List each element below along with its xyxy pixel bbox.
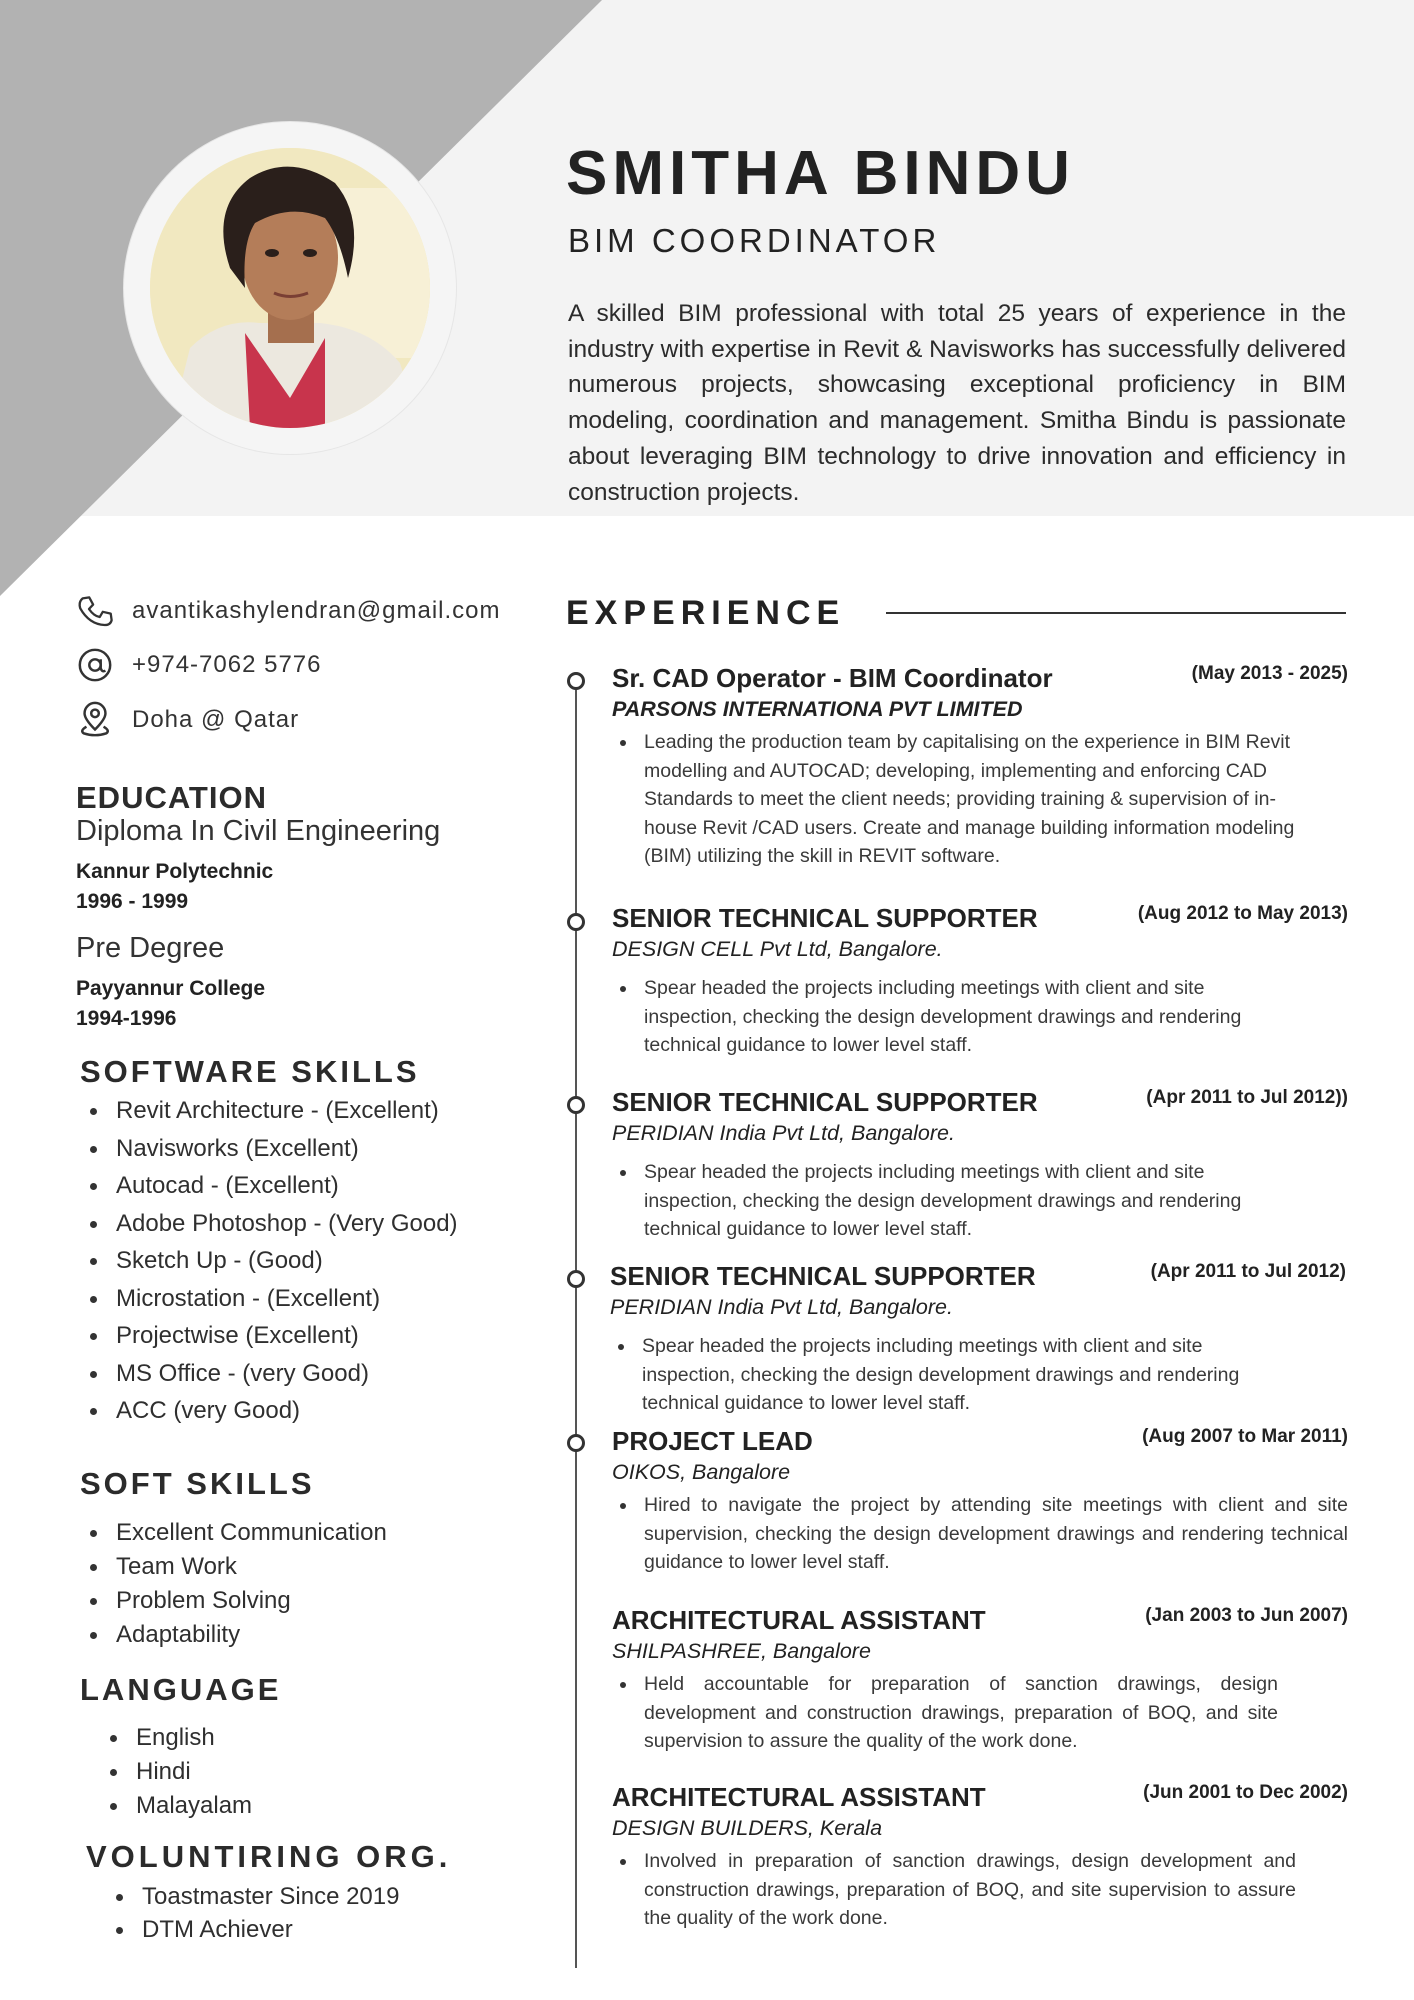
list-item: Navisworks (Excellent) [80, 1130, 458, 1168]
volunteering-heading: VOLUNTIRING ORG. [86, 1839, 452, 1874]
timeline-dot [567, 672, 585, 690]
education-degree: Pre Degree [76, 932, 225, 964]
job-company: DESIGN BUILDERS, Kerala [612, 1816, 883, 1840]
list-item: Revit Architecture - (Excellent) [80, 1092, 458, 1130]
job-company: PARSONS INTERNATIONA PVT LIMITED [612, 697, 1023, 721]
job-title: SENIOR TECHNICAL SUPPORTER [612, 1087, 1038, 1117]
job-description: Hired to navigate the project by attending site meetings with client and site supervision, checking the design development drawings and rendering technical guidance to lower level staff. [612, 1491, 1348, 1577]
job-description: Spear headed the projects including meetings with client and site inspection, checking the design development drawings and rendering technical guidance to lower level staff. [612, 1158, 1348, 1244]
job-title: Sr. CAD Operator - BIM Coordinator [612, 663, 1053, 693]
list-item: Sketch Up - (Good) [80, 1242, 458, 1280]
job-company: OIKOS, Bangalore [612, 1460, 791, 1484]
experience-entry [612, 903, 1348, 1060]
education-heading: EDUCATION [76, 780, 267, 815]
timeline-dot [567, 1434, 585, 1452]
software-skills-heading: SOFTWARE SKILLS [80, 1054, 420, 1089]
list-item: Adaptability [80, 1618, 387, 1652]
candidate-name: SMITHA BINDU [566, 139, 1075, 208]
phone-text[interactable]: +974-7062 5776 [132, 651, 322, 678]
experience-entry [612, 1087, 1348, 1244]
list-item: Microstation - (Excellent) [80, 1280, 458, 1318]
timeline-dot [567, 1096, 585, 1114]
experience-divider [886, 612, 1346, 614]
list-item: ACC (very Good) [80, 1392, 458, 1430]
language-list [100, 1721, 252, 1823]
job-title: SENIOR TECHNICAL SUPPORTER [610, 1261, 1036, 1291]
timeline-dot [567, 913, 585, 931]
job-company: PERIDIAN India Pvt Ltd, Bangalore. [610, 1295, 953, 1319]
contact-location-row [76, 700, 299, 740]
job-description: Leading the production team by capitalising on the experience in BIM Revit modelling and AUTOCAD; developing, implementing and enforcing CAD Standards to meet the client needs; providing training & supervision of in-house Revit /CAD users. Create and manage building information modeling (BIM) utilizing the skill in REVIT software. [612, 728, 1348, 871]
education-school: Kannur Polytechnic [76, 860, 274, 883]
job-title: ARCHITECTURAL ASSISTANT [612, 1782, 986, 1812]
job-dates: (Apr 2011 to Jul 2012) [1150, 1261, 1346, 1282]
education-years: 1994-1996 [76, 1007, 177, 1030]
contact-phone-row [76, 645, 322, 685]
job-description: Involved in preparation of sanction drawings, design development and construction drawings, preparation of BOQ, and site supervision to assure the quality of the work done. [612, 1847, 1348, 1933]
software-skills-list [80, 1092, 458, 1430]
experience-timeline [575, 684, 577, 1968]
list-item: Excellent Communication [80, 1516, 387, 1550]
job-dates: (Apr 2011 to Jul 2012)) [1146, 1087, 1348, 1108]
job-dates: (Jun 2001 to Dec 2002) [1143, 1782, 1348, 1803]
volunteering-list [106, 1880, 399, 1946]
education-school: Payyannur College [76, 977, 266, 1000]
language-heading: LANGUAGE [80, 1672, 282, 1707]
job-title: PROJECT LEAD [612, 1426, 813, 1456]
list-item: English [100, 1721, 252, 1755]
job-dates: (Jan 2003 to Jun 2007) [1145, 1605, 1348, 1626]
soft-skills-heading: SOFT SKILLS [80, 1466, 315, 1501]
job-description: Spear headed the projects including meetings with client and site inspection, checking the design development drawings and rendering technical guidance to lower level staff. [612, 974, 1348, 1060]
location-pin-icon [76, 701, 114, 739]
timeline-dot [567, 1270, 585, 1288]
phone-icon [76, 592, 114, 630]
job-title: ARCHITECTURAL ASSISTANT [612, 1605, 986, 1635]
job-dates: (May 2013 - 2025) [1191, 663, 1348, 684]
job-title: SENIOR TECHNICAL SUPPORTER [612, 903, 1038, 933]
experience-entry [612, 1782, 1348, 1933]
job-company: SHILPASHREE, Bangalore [612, 1639, 871, 1663]
job-company: DESIGN CELL Pvt Ltd, Bangalore. [612, 937, 943, 961]
list-item: DTM Achiever [106, 1913, 399, 1946]
list-item: MS Office - (very Good) [80, 1355, 458, 1393]
experience-entry [612, 1605, 1348, 1756]
experience-heading: EXPERIENCE [566, 594, 846, 632]
job-description: Held accountable for preparation of sanction drawings, design development and construction drawings, preparation of BOQ, and site supervision to assure the quality of the work done. [612, 1670, 1348, 1756]
education-years: 1996 - 1999 [76, 890, 189, 913]
email-text[interactable]: avantikashylendran@gmail.com [132, 597, 501, 624]
list-item: Toastmaster Since 2019 [106, 1880, 399, 1913]
job-dates: (Aug 2012 to May 2013) [1137, 903, 1348, 924]
list-item: Projectwise (Excellent) [80, 1317, 458, 1355]
job-company: PERIDIAN India Pvt Ltd, Bangalore. [612, 1121, 955, 1145]
list-item: Hindi [100, 1755, 252, 1789]
profile-photo [150, 148, 430, 428]
profile-summary: A skilled BIM professional with total 25 years of experience in the industry with expertise in Revit & Navisworks has successfully delivered numerous projects, showcasing exceptional proficiency in BIM modeling, coordination and management. Smitha Bindu is passionate about leveraging BIM technology to drive innovation and efficiency in construction projects. [568, 300, 1346, 506]
education-degree: Diploma In Civil Engineering [76, 815, 441, 847]
experience-entry [610, 1261, 1346, 1418]
at-sign-icon [76, 646, 114, 684]
list-item: Problem Solving [80, 1584, 387, 1618]
experience-entry [612, 1426, 1348, 1577]
list-item: Adobe Photoshop - (Very Good) [80, 1205, 458, 1243]
list-item: Malayalam [100, 1789, 252, 1823]
contact-email-row [76, 591, 501, 631]
job-description: Spear headed the projects including meetings with client and site inspection, checking the design development drawings and rendering technical guidance to lower level staff. [610, 1332, 1346, 1418]
list-item: Team Work [80, 1550, 387, 1584]
job-dates: (Aug 2007 to Mar 2011) [1142, 1426, 1348, 1447]
list-item: Autocad - (Excellent) [80, 1167, 458, 1205]
location-text: Doha @ Qatar [132, 706, 300, 733]
experience-entry [612, 663, 1348, 871]
job-role: BIM COORDINATOR [568, 222, 941, 259]
soft-skills-list [80, 1516, 387, 1652]
